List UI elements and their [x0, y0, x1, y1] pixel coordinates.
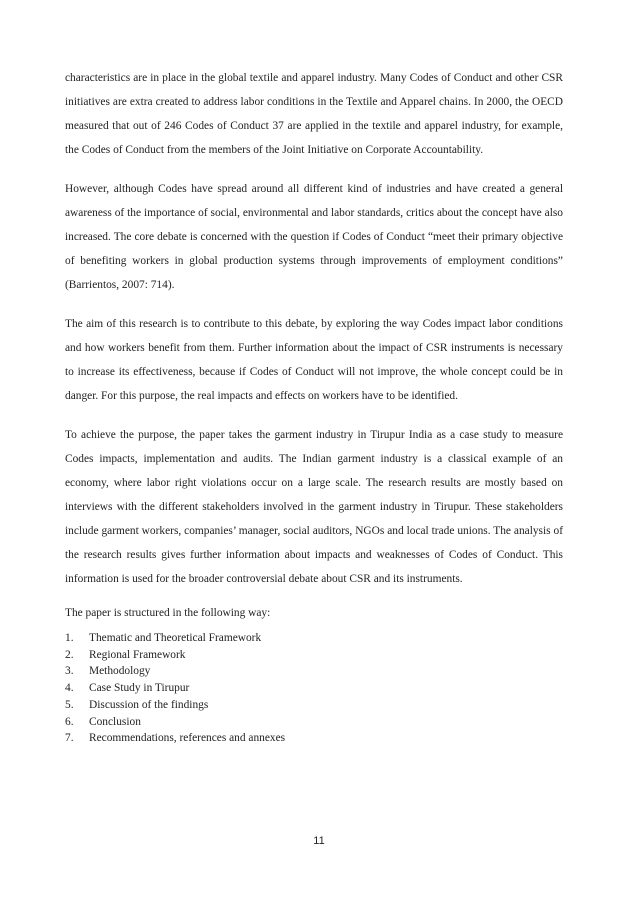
- list-item: [65, 697, 563, 714]
- list-item: [65, 730, 563, 747]
- list-item-number: 5.: [65, 698, 74, 711]
- paragraph-critics: However, although Codes have spread around all different kind of industries and have created a general awareness of the importance of social, environmental and labor standards, critics about the concept have also increased. The core debate is concerned with the question if Codes of Conduct “meet their primary objective of benefiting workers in global production systems through improvements of employment conditions” (Barrientos, 2007: 714).: [65, 183, 563, 291]
- list-item-text: Case Study in Tirupur: [89, 682, 190, 695]
- list-item: [65, 663, 563, 680]
- list-item-number: 3.: [65, 665, 74, 678]
- list-item-number: 6.: [65, 715, 74, 728]
- list-item-text: Thematic and Theoretical Framework: [89, 632, 262, 644]
- list-item: [65, 630, 563, 647]
- paragraph-codes-textile: characteristics are in place in the global textile and apparel industry. Many Codes of Conduct and other CSR initiatives are extra created to address labor conditions in the Textile and Apparel chains. In 2000, the OECD measured that out of 246 Codes of Conduct 37 are applied in the textile and apparel industry, for example, the Codes of Conduct from the members of the Joint Initiative on Corporate Accountability.: [65, 72, 563, 156]
- page-body: [65, 66, 563, 747]
- list-item-text: Recommendations, references and annexes: [89, 732, 286, 745]
- list-item: [65, 714, 563, 731]
- paragraph-case-study: To achieve the purpose, the paper takes the garment industry in Tirupur India as a case study to measure Codes impacts, implementation and audits. The Indian garment industry is a classical example of an economy, where labor right violations occur on a large scale. The research results are mostly based on interviews with the different stakeholders involved in the garment industry in Tirupur. These stakeholders include garment workers, companies’ manager, social auditors, NGOs and local trade unions. The analysis of the research results gives further information about impacts and weaknesses of Codes of Conduct. This information is used for the broader controversial debate about CSR and its instruments.: [65, 429, 563, 585]
- list-item-text: Regional Framework: [89, 648, 186, 661]
- page-number: 11: [313, 835, 325, 847]
- paragraph-research-aim: The aim of this research is to contribute to this debate, by exploring the way Codes impact labor conditions and how workers benefit from them. Further information about the impact of CSR instruments is necessary to increase its effectiveness, because if Codes of Conduct will not improve, the whole concept could be in danger. For this purpose, the real impacts and effects on workers have to be identified.: [65, 318, 563, 402]
- list-item-text: Methodology: [89, 665, 151, 678]
- list-item: [65, 680, 563, 697]
- list-item-number: 1.: [65, 632, 74, 644]
- list-item-number: 2.: [65, 648, 74, 661]
- list-item-number: 4.: [65, 682, 74, 695]
- structure-intro: The paper is structured in the following way:: [65, 607, 271, 619]
- list-item-number: 7.: [65, 732, 74, 745]
- list-item: [65, 647, 563, 664]
- list-item-text: Conclusion: [89, 715, 141, 728]
- structure-list: [65, 630, 563, 747]
- list-item-text: Discussion of the findings: [89, 698, 209, 711]
